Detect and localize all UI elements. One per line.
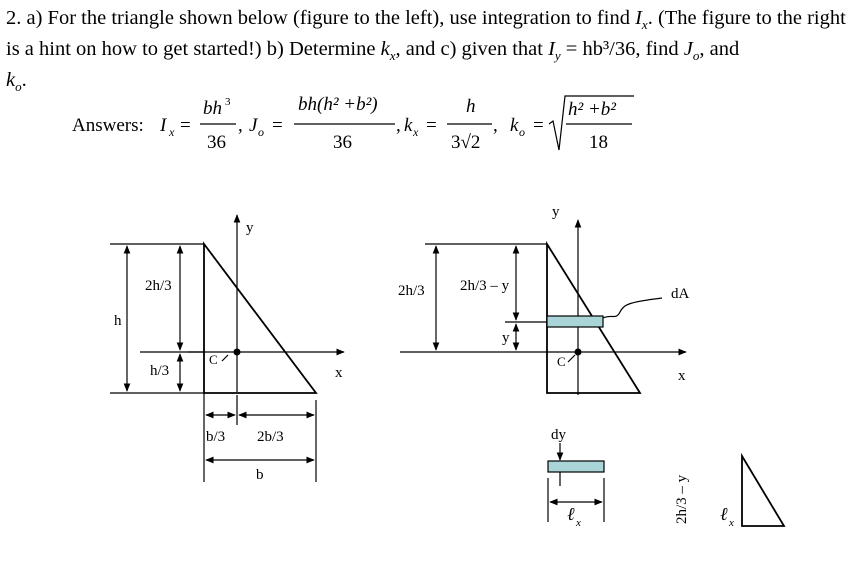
right-label-da: dA [671, 286, 690, 302]
answer-ix-symbol: I [160, 115, 167, 136]
right-label-x-axis: x [678, 368, 686, 384]
answer-ko-symbol: k [510, 115, 519, 136]
left-triangle [204, 244, 316, 393]
iy-symbol: I [548, 38, 555, 61]
right-label-y: y [502, 330, 510, 346]
answer-jo-subscript: o [258, 125, 264, 139]
right-da-leader [603, 298, 662, 318]
answer-ix-numerator-exponent: 3 [225, 96, 231, 108]
problem-period: . [21, 69, 27, 92]
right-dy-strip [548, 461, 604, 472]
ko-subscript: o [15, 79, 22, 95]
right-label-lx: ℓ [567, 504, 575, 524]
problem-part-c: , and c) given that [395, 38, 549, 61]
right-label-lx2: ℓ [720, 504, 728, 524]
left-label-b3: b/3 [206, 429, 226, 445]
left-label-2b3: 2b/3 [257, 429, 284, 445]
answer-kx-denominator: 3√2 [451, 132, 481, 153]
jo-subscript: o [692, 48, 700, 64]
answer-kx-equals: = [426, 115, 437, 136]
answer-jo-symbol: J [249, 115, 258, 136]
answer-ko-equals: = [533, 115, 544, 136]
answer-ko-radicand: h² +b² [568, 99, 616, 120]
right-label-y-axis: y [552, 204, 560, 220]
answer-jo-comma: , [396, 115, 401, 136]
answer-kx-subscript: x [413, 125, 419, 139]
right-label-dy: dy [551, 427, 566, 443]
problem-part-a: 2. a) For the triangle shown below (figure to the left), use integration to find [6, 7, 636, 29]
left-figure [110, 215, 344, 482]
iy-value: = hb³/36, find [560, 38, 684, 61]
iy-subscript: y [554, 48, 561, 64]
kx-symbol: k [380, 38, 390, 61]
left-label-b: b [256, 467, 264, 483]
right-label-2h3-minus-y: 2h/3 – y [460, 278, 510, 294]
right-label-lx2-subscript: x [729, 517, 734, 529]
right-figure [400, 220, 784, 526]
ko-symbol: k [6, 69, 16, 92]
right-label-centroid: C [557, 354, 566, 369]
left-label-h: h [114, 313, 122, 329]
left-label-h3: h/3 [150, 363, 170, 379]
answer-kx-numerator: h [466, 96, 476, 117]
left-label-y-axis: y [246, 220, 254, 236]
left-centroid-leader [222, 355, 228, 361]
answer-jo-denominator: 36 [333, 132, 352, 153]
right-label-2h3: 2h/3 [398, 283, 425, 299]
jo-symbol: J [683, 38, 693, 61]
right-label-lx-subscript: x [576, 517, 581, 529]
answer-ix-equals: = [180, 115, 191, 136]
answer-jo-numerator: bh(h² +b²) [298, 94, 378, 115]
problem-part-b: b) Determine [261, 38, 381, 61]
ix-symbol: I [635, 7, 642, 29]
answer-ko-subscript: o [519, 125, 525, 139]
left-label-2h3: 2h/3 [145, 278, 172, 294]
answer-kx-comma: , [493, 115, 498, 136]
problem-and: , and [699, 38, 740, 61]
left-label-centroid: C [209, 352, 218, 367]
problem-part-a-end: . (The figure to the right is a hint on how to get started!) [6, 7, 846, 61]
answer-ix-subscript: x [169, 125, 175, 139]
right-da-strip [547, 316, 603, 327]
right-centroid-leader [568, 355, 575, 362]
right-centroid-dot [575, 349, 582, 356]
answer-ix-comma: , [238, 115, 243, 136]
kx-subscript: x [389, 48, 396, 64]
ix-subscript: x [641, 17, 648, 33]
answer-ix-numerator: bh [203, 98, 222, 119]
left-label-x-axis: x [335, 365, 343, 381]
left-centroid-dot [234, 349, 241, 356]
answer-kx-symbol: k [404, 115, 413, 136]
right-figure-labels [398, 204, 734, 529]
answers-row [72, 94, 634, 153]
right-label-rotated: 2h/3 – y [674, 474, 690, 524]
answer-jo-equals: = [272, 115, 283, 136]
right-small-triangle [742, 456, 784, 526]
answer-ix-denominator: 36 [207, 132, 226, 153]
answer-ko-denominator: 18 [589, 132, 608, 153]
answers-label: Answers: [72, 115, 144, 136]
